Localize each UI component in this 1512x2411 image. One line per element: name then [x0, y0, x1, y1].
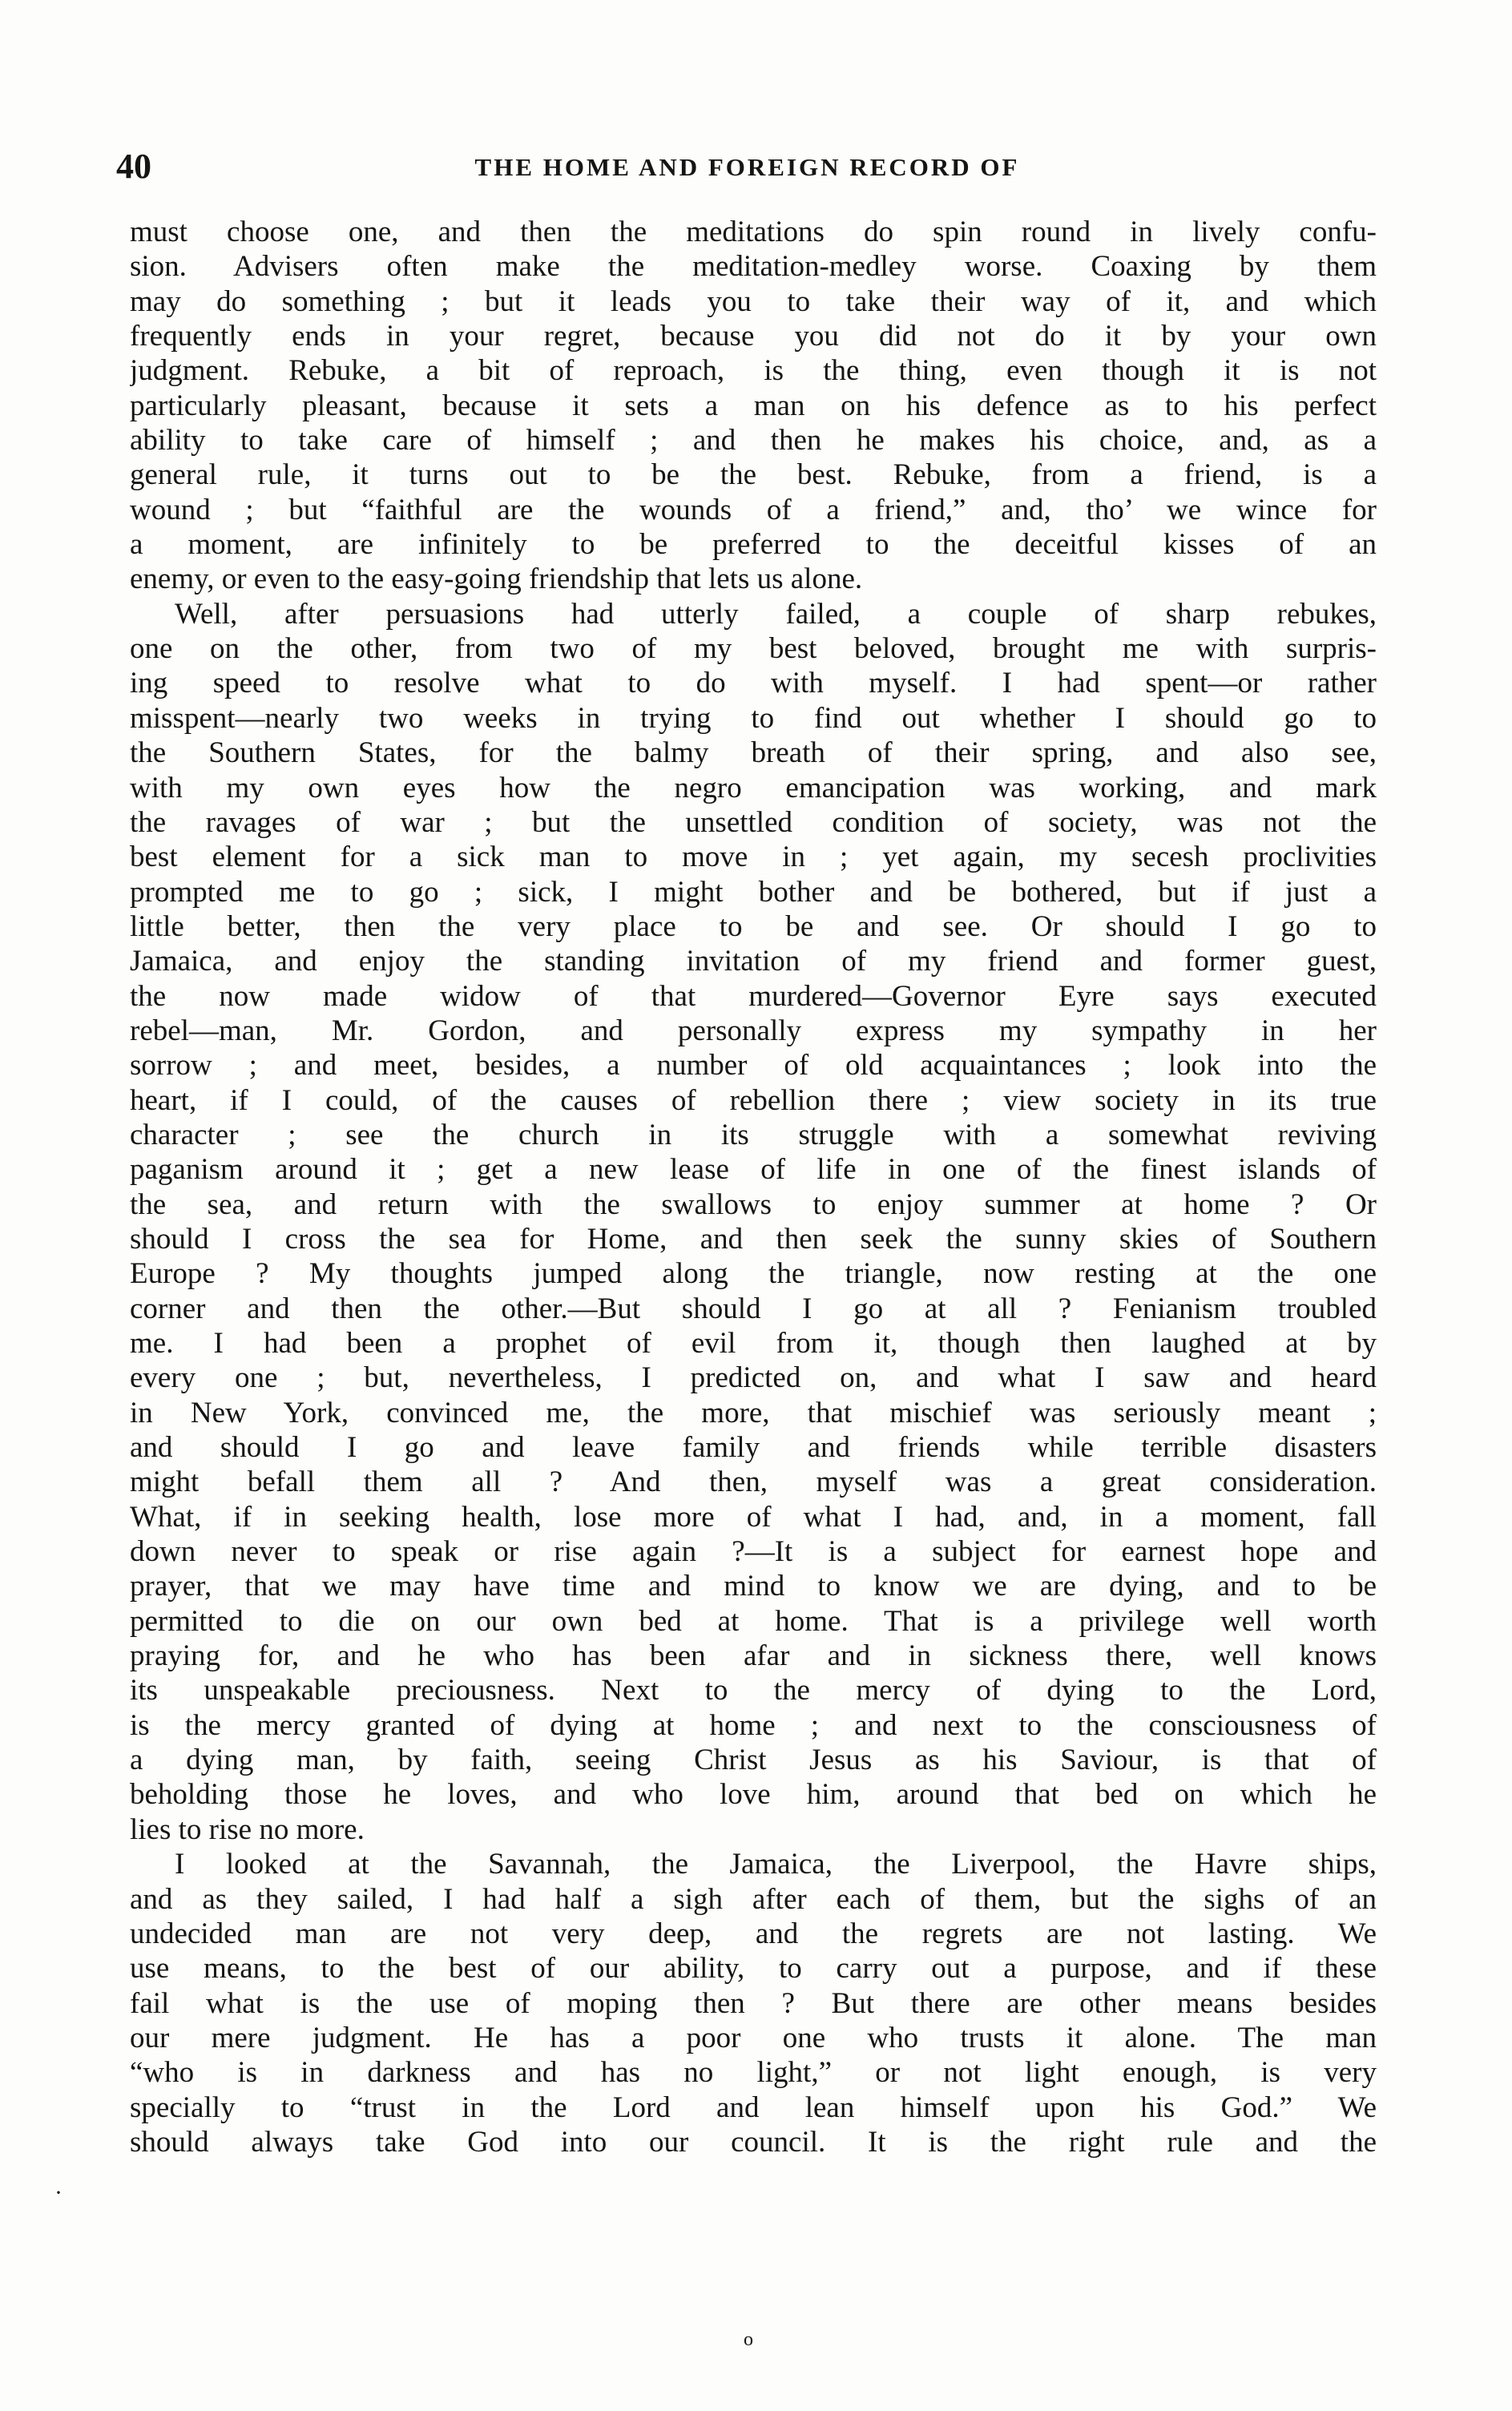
text-line: misspent—nearly two weeks in trying to find out whether I should go to — [130, 701, 1377, 735]
text-line: one on the other, from two of my best beloved, brought me with surpris- — [130, 632, 1377, 666]
text-line: little better, then the very place to be and see. Or should I go to — [130, 909, 1377, 943]
text-line: What, if in seeking health, lose more of what I had, and, in a moment, fall — [130, 1500, 1377, 1534]
text-line: rebel—man, Mr. Gordon, and personally express my sympathy in her — [130, 1014, 1377, 1047]
text-line: every one ; but, nevertheless, I predicted on, and what I saw and heard — [130, 1361, 1377, 1395]
text-line: general rule, it turns out to be the best. Rebuke, from a friend, is a — [130, 458, 1377, 492]
text-line: in New York, convinced me, the more, that mischief was seriously meant ; — [130, 1396, 1377, 1429]
text-line: the ravages of war ; but the unsettled condition of society, was not the — [130, 805, 1377, 839]
text-line: is the mercy granted of dying at home ; and next to the consciousness of — [130, 1708, 1377, 1742]
text-line: permitted to die on our own bed at home. That is a privilege well worth — [130, 1604, 1377, 1638]
text-line: prayer, that we may have time and mind to know we are dying, and to be — [130, 1570, 1377, 1603]
text-line: use means, to the best of our ability, to carry out a purpose, and if these — [130, 1952, 1377, 1986]
text-line: character ; see the church in its struggle with a somewhat reviving — [130, 1118, 1377, 1151]
paragraph-start-line: Well, after persuasions had utterly failed, a couple of sharp rebukes, — [175, 597, 1377, 631]
text-line: its unspeakable preciousness. Next to the mercy of dying to the Lord, — [130, 1674, 1377, 1707]
text-line: the now made widow of that murdered—Governor Eyre says executed — [130, 979, 1377, 1013]
text-line: our mere judgment. He has a poor one who trusts it alone. The man — [130, 2021, 1377, 2054]
margin-mark: · — [54, 2179, 62, 2206]
text-line: ability to take care of himself ; and then he makes his choice, and, as a — [130, 424, 1377, 458]
text-line: a moment, are infinitely to be preferred to the deceitful kisses of an — [130, 528, 1377, 562]
text-line: ing speed to resolve what to do with myself. I had spent—or rather — [130, 667, 1377, 700]
text-line: and as they sailed, I had half a sigh after each of them, but the sighs of an — [130, 1882, 1377, 1916]
foot-mark: o — [744, 2329, 753, 2350]
text-line: should I cross the sea for Home, and then seek the sunny skies of Southern — [130, 1222, 1377, 1256]
text-line: undecided man are not very deep, and the regrets are not lasting. We — [130, 1917, 1377, 1950]
text-line: must choose one, and then the meditations do spin round in lively confu- — [130, 216, 1377, 248]
text-line: prompted me to go ; sick, I might bother and be bothered, but if just a — [130, 875, 1377, 909]
text-line: specially to “trust in the Lord and lean himself upon his God.” We — [130, 2090, 1377, 2124]
text-line: should always take God into our council. It is the right rule and the — [130, 2125, 1377, 2159]
text-line: with my own eyes how the negro emancipation was working, and mark — [130, 771, 1377, 804]
text-line: me. I had been a prophet of evil from it, though then laughed at by — [130, 1327, 1377, 1360]
text-line: the Southern States, for the balmy breath of their spring, and also see, — [130, 736, 1377, 770]
text-line: sorrow ; and meet, besides, a number of old acquaintances ; look into the — [130, 1049, 1377, 1083]
page-header — [116, 143, 1378, 191]
text-line: beholding those he loves, and who love him, around that bed on which he — [130, 1778, 1377, 1812]
text-line: a dying man, by faith, seeing Christ Jesus as his Saviour, is that of — [130, 1744, 1377, 1777]
text-line: down never to speak or rise again ?—It is a subject for earnest hope and — [130, 1535, 1377, 1569]
text-line: and should I go and leave family and friends while terrible disasters — [130, 1431, 1377, 1465]
text-line: particularly pleasant, because it sets a man on his defence as to his perfect — [130, 389, 1377, 422]
text-line: praying for, and he who has been afar and in sickness there, well knows — [130, 1639, 1377, 1673]
text-line: wound ; but “faithful are the wounds of a friend,” and, tho’ we wince for — [130, 493, 1377, 526]
text-line: the sea, and return with the swallows to enjoy summer at home ? Or — [130, 1187, 1377, 1221]
text-line: frequently ends in your regret, because you did not do it by your own — [130, 320, 1377, 353]
text-line: “who is in darkness and has no light,” or not light enough, is very — [130, 2056, 1377, 2090]
running-head: THE HOME AND FOREIGN RECORD OF — [474, 153, 1020, 181]
text-line: sion. Advisers often make the meditation-medley worse. Coaxing by them — [130, 250, 1377, 284]
text-line: paganism around it ; get a new lease of life in one of the finest islands of — [130, 1153, 1377, 1187]
text-line: best element for a sick man to move in ; yet again, my secesh proclivities — [130, 841, 1377, 874]
text-line: fail what is the use of moping then ? But there are other means besides — [130, 1986, 1377, 2020]
text-line: heart, if I could, of the causes of rebellion there ; view society in its true — [130, 1083, 1377, 1117]
body-text — [130, 215, 1377, 2159]
text-line: corner and then the other.—But should I go at all ? Fenianism troubled — [130, 1292, 1377, 1325]
text-line: Jamaica, and enjoy the standing invitation of my friend and former guest, — [130, 945, 1377, 978]
text-line: might befall them all ? And then, myself was a great consideration. — [130, 1466, 1377, 1499]
text-line: lies to rise no more. — [130, 1812, 365, 1846]
text-line: judgment. Rebuke, a bit of reproach, is the thing, even though it is not — [130, 354, 1377, 388]
text-line: Europe ? My thoughts jumped along the triangle, now resting at the one — [130, 1257, 1377, 1291]
page-number: 40 — [116, 147, 151, 186]
text-line: may do something ; but it leads you to take their way of it, and which — [130, 284, 1377, 318]
paragraph-start-line: I looked at the Savannah, the Jamaica, the Liverpool, the Havre ships, — [175, 1848, 1377, 1881]
text-line: enemy, or even to the easy-going friendship that lets us alone. — [130, 562, 863, 596]
